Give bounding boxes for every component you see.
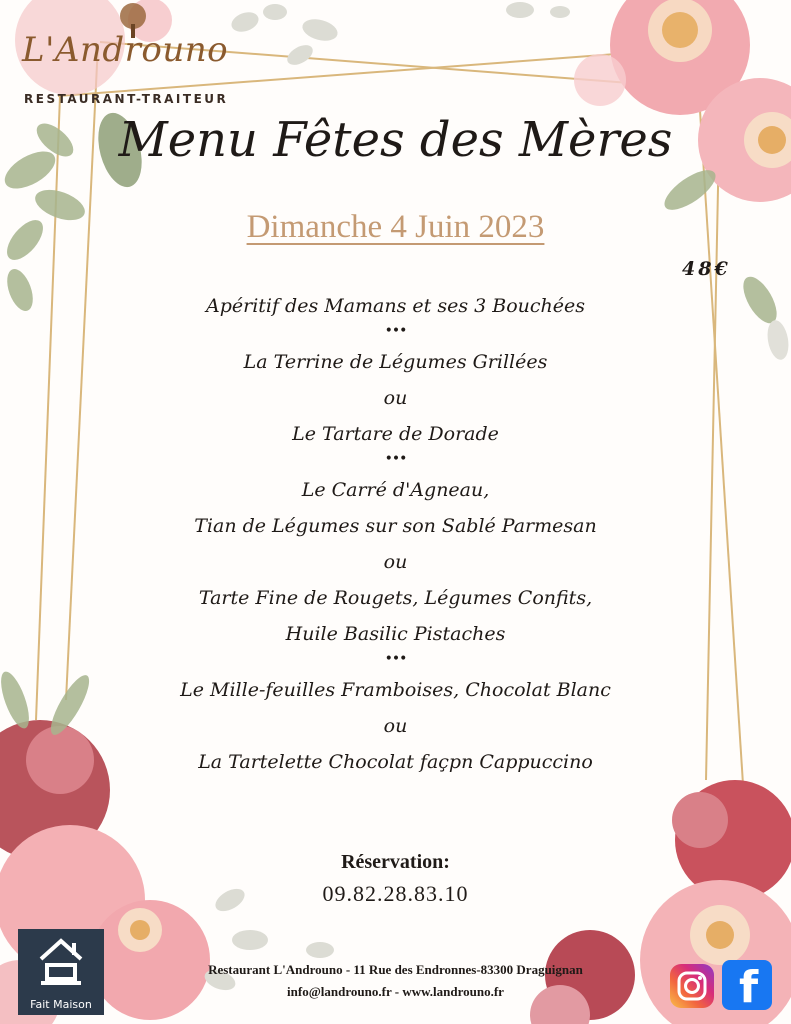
menu-main-2-line2: Huile Basilic Pistaches (285, 623, 506, 645)
fait-maison-label: Fait Maison (30, 998, 92, 1011)
menu-price: 48€ (682, 258, 731, 280)
menu-dessert-1: Le Mille-feuilles Framboises, Chocolat Blanc (180, 679, 611, 701)
menu-dessert-2: La Tartelette Chocolat façpn Cappuccino (198, 751, 593, 773)
menu-aperitif: Apéritif des Mamans et ses 3 Bouchées (205, 295, 585, 317)
page-title: Menu Fêtes des Mères (118, 112, 673, 168)
reservation-phone[interactable]: 09.82.28.83.10 (322, 881, 469, 906)
instagram-glyph-icon (670, 964, 714, 1008)
footer-address: Restaurant L'Androuno - 11 Rue des Endronnes-83300 Draguignan (208, 962, 583, 977)
menu-main-1-line1: Le Carré d'Agneau, (301, 479, 490, 501)
menu-list (0, 288, 791, 780)
facebook-glyph-icon: f (739, 962, 759, 1013)
brand-name: L'Androuno (22, 30, 229, 70)
menu-main-2-line1: Tarte Fine de Rougets, Légumes Confits, (198, 587, 593, 609)
reservation-label: Réservation: (341, 851, 450, 873)
menu-or: ou (383, 715, 408, 737)
brand-tagline: RESTAURANT-TRAITEUR (24, 92, 229, 106)
facebook-icon[interactable] (722, 960, 772, 1013)
menu-main-1-line2: Tian de Légumes sur son Sablé Parmesan (194, 515, 597, 537)
menu-separator: ••• (384, 651, 407, 667)
menu-entree-2: Le Tartare de Dorade (292, 423, 499, 445)
menu-separator: ••• (384, 323, 407, 339)
menu-entree-1: La Terrine de Légumes Grillées (243, 351, 548, 373)
instagram-icon[interactable] (670, 964, 714, 1008)
menu-or: ou (383, 551, 408, 573)
menu-or: ou (383, 387, 408, 409)
footer-contact[interactable]: info@landrouno.fr - www.landrouno.fr (287, 984, 504, 999)
event-date: Dimanche 4 Juin 2023 (246, 209, 545, 245)
menu-separator: ••• (384, 451, 407, 467)
